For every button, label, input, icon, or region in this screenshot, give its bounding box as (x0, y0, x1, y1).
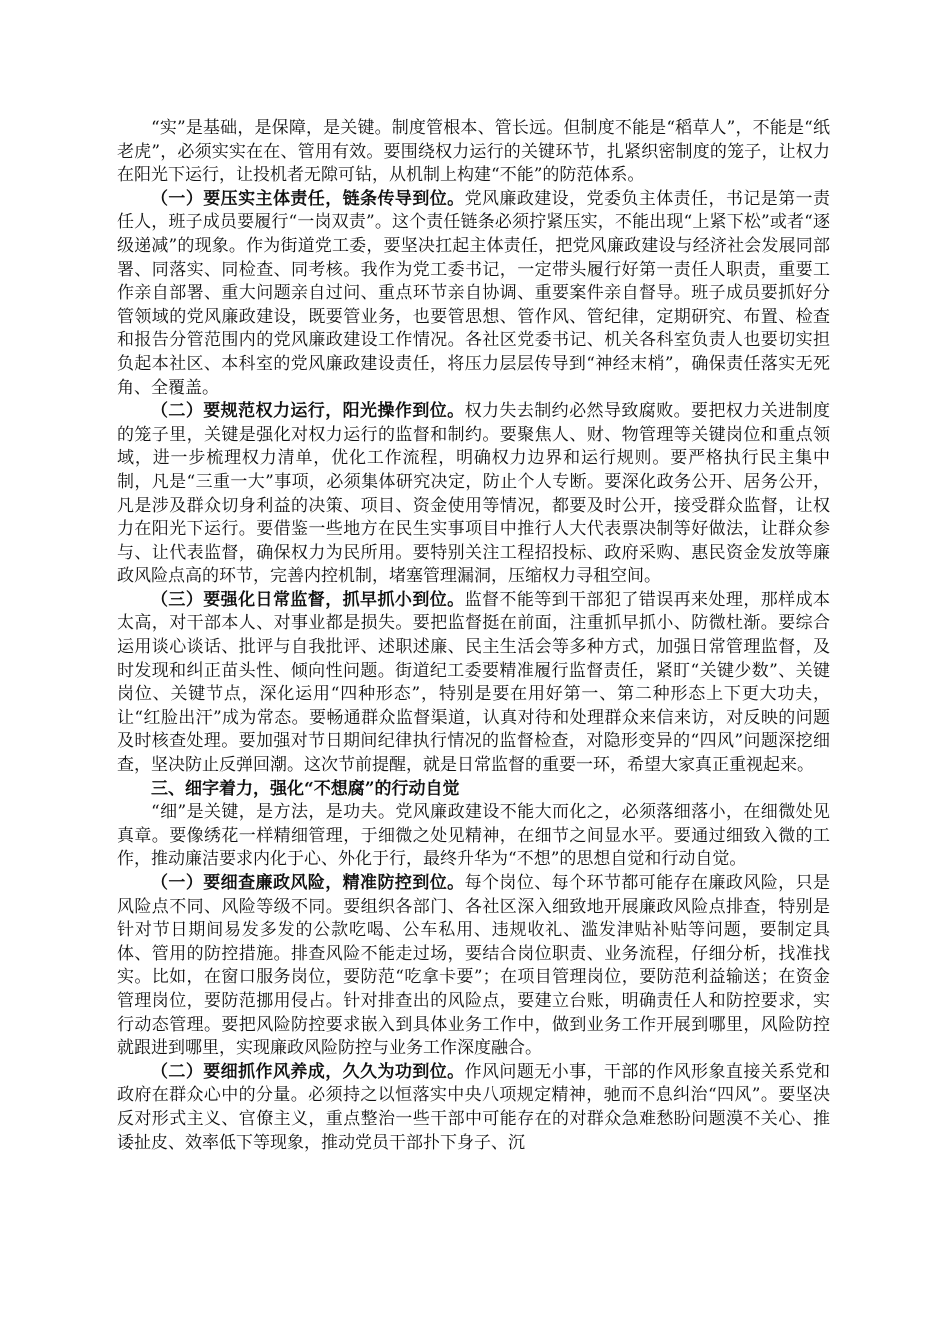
paragraph-risk-control (117, 872, 830, 1061)
section-heading-three: 三、细字着力，强化“不想腐”的行动自觉 (151, 778, 460, 799)
paragraph-xi-key: “细”是关键，是方法，是功夫。党风廉政建设不能大而化之，必须落细落小，在细微处见真章。要像绣花一样精细管理，于细微之处见精神，在细节之间显水平。要通过细致入微的工作，推动廉洁要求内化于心、外化于行，最终升华为“不想”的思想自觉和行动自觉。 (117, 802, 830, 870)
paragraph-main-responsibility (117, 188, 830, 400)
paragraph-shi-foundation: “实”是基础，是保障，是关键。制度管根本、管长远。但制度不能是“稻草人”，不能是“纸老虎”，必须实实在在、管用有效。要围绕权力运行的关键环节，扎紧织密制度的笼子，让权力在阳光下运行，让投机者无隙可钻，从机制上构建“不能”的防范体系。 (117, 118, 830, 186)
subheading-work-style: （二）要细抓作风养成，久久为功到位。 (151, 1061, 465, 1082)
paragraph-power-regulation-text: 权力失去制约必然导致腐败。要把权力关进制度的笼子里，关键是强化对权力运行的监督和制约。要聚焦人、财、物管理等关键岗位和重点领域，进一步梳理权力清单，优化工作流程，明确权力边界和运行规则。要严格执行民主集中制，凡是“三重一大”事项，必须集体研究决定，防止个人专断。要深化政务公开、居务公开，凡是涉及群众切身利益的决策、项目、资金使用等情况，都要及时公开，接受群众监督，让权力在阳光下运行。要借鉴一些地方在民生实事项目中推行人大代表票决制等好做法，让群众参与、让代表监督，确保权力为民所用。要特别关注工程招投标、政府采购、惠民资金发放等廉政风险点高的环节，完善内控机制，堵塞管理漏洞，压缩权力寻租空间。 (117, 401, 830, 587)
subheading-main-responsibility: （一）要压实主体责任，链条传导到位。 (151, 188, 465, 209)
paragraph-main-responsibility-text: 党风廉政建设，党委负主体责任，书记是第一责任人，班子成员要履行“一岗双责”。这个责任链条必须拧紧压实，不能出现“上紧下松”或者“逐级递减”的现象。作为街道党工委，要坚决扛起主体责任，把党风廉政建设与经济社会发展同部署、同落实、同检查、同考核。我作为党工委书记，一定带头履行好第一责任人职责，重要工作亲自部署、重大问题亲自过问、重点环节亲自协调、重要案件亲自督导。班子成员要抓好分管领域的党风廉政建设，既要管业务，也要管思想、管作风、管纪律，定期研究、布置、检查和报告分管范围内的党风廉政建设工作情况。各社区党委书记、机关各科室负责人也要切实担负起本社区、本科室的党风廉政建设责任，将压力层层传导到“神经末梢”，确保责任落实无死角、全覆盖。 (117, 188, 830, 398)
paragraph-daily-supervision (117, 589, 830, 778)
paragraph-daily-supervision-text: 监督不能等到干部犯了错误再来处理，那样成本太高，对干部本人、对事业都是损失。要把监督挺在前面，注重抓早抓小、防微杜渐。要综合运用谈心谈话、批评与自我批评、述职述廉、民主生活会等多种方式，加强日常管理监督，及时发现和纠正苗头性、倾向性问题。街道纪工委要精准履行监督责任，紧盯“关键少数”、关键岗位、关键节点，深化运用“四种形态”，特别是要在用好第一、第二种形态上下更大功夫，让“红脸出汗”成为常态。要畅通群众监督渠道，认真对待和处理群众来信来访，对反映的问题及时核查处理。要加强对节日期间纪律执行情况的监督检查，对隐形变异的“四风”问题深挖细查，坚决防止反弹回潮。这次节前提醒，就是日常监督的重要一环，希望大家真正重视起来。 (117, 589, 830, 776)
paragraph-work-style (117, 1061, 830, 1155)
subheading-daily-supervision: （三）要强化日常监督，抓早抓小到位。 (151, 589, 465, 610)
paragraph-work-style-text: 作风问题无小事，干部的作风形象直接关系党和政府在群众心中的分量。必须持之以恒落实中央八项规定精神，驰而不息纠治“四风”。要坚决反对形式主义、官僚主义，重点整治一些干部中可能存在的对群众急难愁盼问题漠不关心、推诿扯皮、效率低下等现象，推动党员干部扑下身子、沉 (117, 1061, 830, 1153)
document-page (117, 117, 830, 1155)
subheading-risk-control: （一）要细查廉政风险，精准防控到位。 (151, 873, 465, 893)
subheading-power-regulation: （二）要规范权力运行，阳光操作到位。 (151, 401, 465, 422)
paragraph-risk-control-text: 每个岗位、每个环节都可能存在廉政风险，只是风险点不同、风险等级不同。要组织各部门、各社区深入细致地开展廉政风险点排查，特别是针对节日期间易发多发的公款吃喝、公车私用、违规收礼、滥发津贴补贴等问题，要制定具体、管用的防控措施。排查风险不能走过场，要结合岗位职责、业务流程，仔细分析，找准找实。比如，在窗口服务岗位，要防范“吃拿卡要”；在项目管理岗位，要防范利益输送；在资金管理岗位，要防范挪用侵占。针对排查出的风险点，要建立台账，明确责任人和防控要求，实行动态管理。要把风险防控要求嵌入到具体业务工作中，做到业务工作开展到哪里，风险防控就跟进到哪里，实现廉政风险防控与业务工作深度融合。 (117, 873, 830, 1059)
paragraph-power-regulation (117, 400, 830, 589)
